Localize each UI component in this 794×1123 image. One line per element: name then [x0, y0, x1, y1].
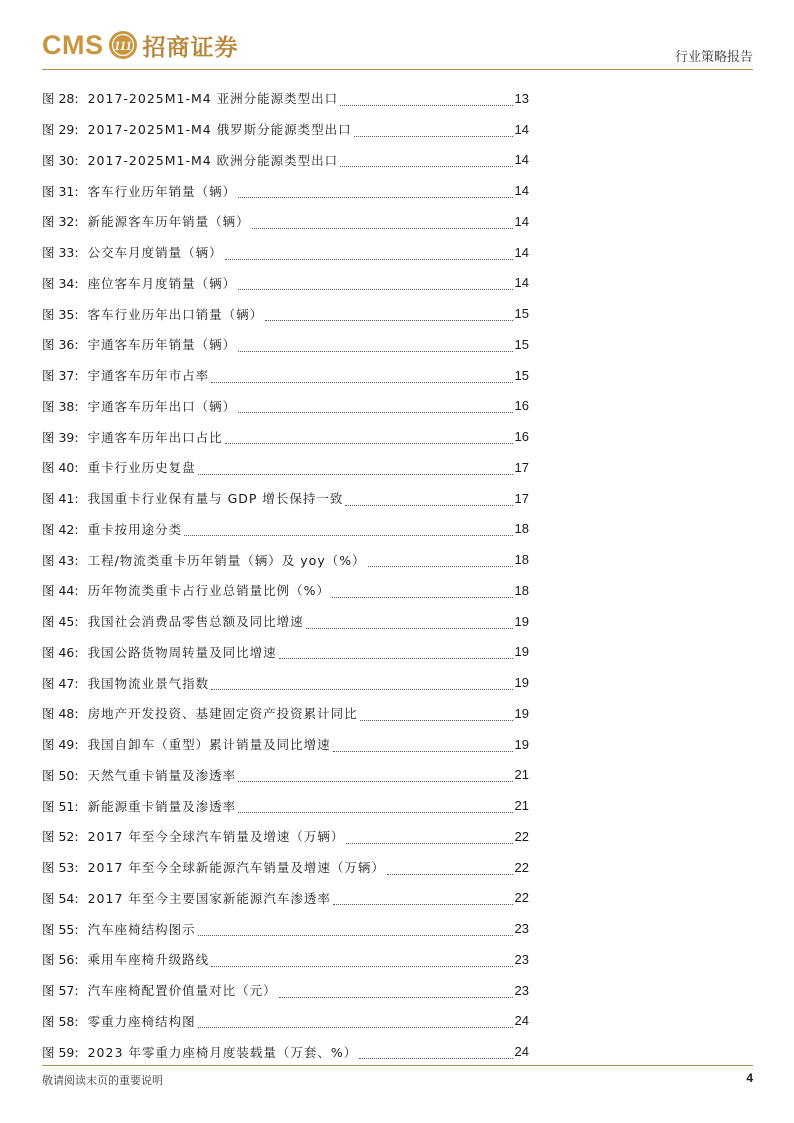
toc-entry-page: 13: [514, 90, 529, 106]
toc-entry-page: 15: [514, 306, 529, 322]
toc-entry-title: 汽车座椅结构图示: [87, 921, 196, 937]
toc-entry-page: 23: [514, 921, 529, 937]
toc-entry[interactable]: [42, 821, 529, 852]
toc-entry-title: 我国物流业景气指数: [87, 675, 210, 691]
toc-leader-dots: [354, 126, 513, 137]
toc-entry-page: 14: [514, 121, 529, 137]
toc-entry-number: 图 35:: [42, 306, 79, 322]
toc-leader-dots: [198, 464, 513, 475]
toc-entry-number: 图 42:: [42, 521, 79, 537]
toc-entry[interactable]: [42, 575, 529, 606]
toc-entry[interactable]: [42, 544, 529, 575]
toc-entry-title: 宇通客车历年销量（辆）: [87, 337, 237, 353]
toc-entry-number: 图 51:: [42, 798, 79, 814]
toc-entry[interactable]: [42, 268, 529, 299]
toc-entry-title: 公交车月度销量（辆）: [87, 245, 223, 261]
toc-entry-page: 22: [514, 828, 529, 844]
toc-entry-title: 2017 年至今全球汽车销量及增速（万辆）: [87, 829, 345, 845]
toc-entry-page: 21: [514, 767, 529, 783]
toc-entry-title: 2017 年至今主要国家新能源汽车渗透率: [87, 890, 331, 906]
toc-entry-title: 零重力座椅结构图: [87, 1013, 196, 1029]
toc-entry-page: 19: [514, 613, 529, 629]
toc-entry-title: 2017-2025M1-M4 亚洲分能源类型出口: [87, 91, 339, 107]
toc-entry-number: 图 58:: [42, 1013, 79, 1029]
toc-leader-dots: [340, 95, 512, 106]
toc-entry[interactable]: [42, 83, 529, 114]
toc-entry-title: 历年物流类重卡占行业总销量比例（%）: [87, 583, 330, 599]
toc-entry-page: 24: [514, 1044, 529, 1060]
page-footer: [42, 1065, 753, 1087]
toc-entry[interactable]: [42, 606, 529, 637]
toc-entry-title: 宇通客车历年出口占比: [87, 429, 223, 445]
toc-entry-title: 天然气重卡销量及渗透率: [87, 767, 237, 783]
logo-chinese-text: 招商证券: [142, 33, 239, 61]
toc-entry[interactable]: [42, 975, 529, 1006]
toc-entry[interactable]: [42, 698, 529, 729]
toc-entry-page: 19: [514, 675, 529, 691]
toc-leader-dots: [238, 402, 512, 413]
toc-entry-title: 座位客车月度销量（辆）: [87, 275, 237, 291]
toc-leader-dots: [225, 433, 513, 444]
toc-entry-number: 图 44:: [42, 583, 79, 599]
toc-entry-page: 24: [514, 1013, 529, 1029]
toc-entry-title: 我国自卸车（重型）累计销量及同比增速: [87, 737, 331, 753]
toc-entry-number: 图 43:: [42, 552, 79, 568]
toc-entry-page: 17: [514, 490, 529, 506]
toc-leader-dots: [211, 679, 512, 690]
toc-entry-number: 图 45:: [42, 614, 79, 630]
toc-leader-dots: [211, 372, 512, 383]
toc-entry-page: 15: [514, 367, 529, 383]
toc-leader-dots: [198, 1017, 513, 1028]
toc-entry-page: 14: [514, 275, 529, 291]
toc-entry[interactable]: [42, 483, 529, 514]
toc-entry-page: 22: [514, 890, 529, 906]
toc-entry-title: 新能源客车历年销量（辆）: [87, 214, 250, 230]
toc-entry-number: 图 52:: [42, 829, 79, 845]
toc-entry[interactable]: [42, 760, 529, 791]
toc-entry-number: 图 40:: [42, 460, 79, 476]
toc-leader-dots: [252, 218, 513, 229]
toc-entry-page: 17: [514, 459, 529, 475]
toc-entry-page: 16: [514, 429, 529, 445]
toc-leader-dots: [306, 618, 513, 629]
report-type-label: 行业策略报告: [674, 50, 753, 65]
toc-entry-number: 图 41:: [42, 491, 79, 507]
toc-entry-title: 客车行业历年出口销量（辆）: [87, 306, 264, 322]
toc-leader-dots: [238, 279, 512, 290]
toc-entry-number: 图 32:: [42, 214, 79, 230]
page-number: 4: [746, 1071, 753, 1085]
toc-entry-title: 宇通客车历年出口（辆）: [87, 398, 237, 414]
toc-entry-title: 2023 年零重力座椅月度装载量（万套、%）: [87, 1044, 358, 1060]
toc-entry-title: 2017-2025M1-M4 俄罗斯分能源类型出口: [87, 122, 352, 138]
toc-entry-title: 汽车座椅配置价值量对比（元）: [87, 983, 277, 999]
toc-entry-page: 14: [514, 244, 529, 260]
toc-entry-page: 19: [514, 736, 529, 752]
toc-entry-number: 图 38:: [42, 398, 79, 414]
toc-entry-number: 图 34:: [42, 275, 79, 291]
toc-entry-page: 18: [514, 521, 529, 537]
logo-emblem-icon: [108, 30, 138, 60]
toc-entry[interactable]: [42, 944, 529, 975]
toc-entry[interactable]: [42, 452, 529, 483]
toc-entry-page: 23: [514, 951, 529, 967]
logo-latin-text: CMS: [42, 29, 104, 60]
toc-leader-dots: [279, 987, 513, 998]
toc-leader-dots: [238, 187, 512, 198]
toc-entry-number: 图 31:: [42, 183, 79, 199]
toc-leader-dots: [368, 556, 513, 567]
toc-entry-page: 15: [514, 336, 529, 352]
toc-leader-dots: [387, 864, 513, 875]
toc-entry[interactable]: [42, 883, 529, 914]
toc-entry-number: 图 37:: [42, 368, 79, 384]
toc-entry-number: 图 47:: [42, 675, 79, 691]
toc-entry-title: 我国公路货物周转量及同比增速: [87, 644, 277, 660]
toc-entry[interactable]: [42, 852, 529, 883]
toc-entry-title: 我国重卡行业保有量与 GDP 增长保持一致: [87, 491, 344, 507]
toc-entry-title: 宇通客车历年市占率: [87, 368, 210, 384]
toc-leader-dots: [279, 648, 513, 659]
toc-entry-number: 图 54:: [42, 890, 79, 906]
toc-entry-number: 图 50:: [42, 767, 79, 783]
toc-entry-page: 19: [514, 644, 529, 660]
toc-entry-page: 18: [514, 582, 529, 598]
toc-leader-dots: [238, 802, 512, 813]
toc-entry-number: 图 56:: [42, 952, 79, 968]
toc-entry[interactable]: [42, 360, 529, 391]
toc-entry-page: 14: [514, 213, 529, 229]
toc-leader-dots: [238, 341, 512, 352]
toc-entry[interactable]: [42, 729, 529, 760]
toc-entry-number: 图 29:: [42, 122, 79, 138]
toc-entry-number: 图 59:: [42, 1044, 79, 1060]
toc-entry-number: 图 49:: [42, 737, 79, 753]
toc-entry-page: 14: [514, 183, 529, 199]
toc-leader-dots: [265, 310, 512, 321]
toc-entry[interactable]: [42, 206, 529, 237]
toc-entry-number: 图 48:: [42, 706, 79, 722]
toc-entry-number: 图 36:: [42, 337, 79, 353]
toc-leader-dots: [346, 833, 512, 844]
toc-entry-title: 房地产开发投资、基建固定资产投资累计同比: [87, 706, 358, 722]
toc-entry[interactable]: [42, 298, 529, 329]
company-logo: [42, 28, 239, 62]
toc-entry[interactable]: [42, 114, 529, 145]
toc-entry[interactable]: [42, 329, 529, 360]
toc-leader-dots: [225, 249, 513, 260]
svg-text:111: 111: [113, 38, 132, 53]
toc-entry-page: 18: [514, 552, 529, 568]
toc-entry-page: 21: [514, 798, 529, 814]
toc-entry-title: 重卡行业历史复盘: [87, 460, 196, 476]
toc-leader-dots: [340, 156, 512, 167]
toc-entry-page: 23: [514, 982, 529, 998]
toc-entry-page: 19: [514, 705, 529, 721]
toc-entry-title: 2017 年至今全球新能源汽车销量及增速（万辆）: [87, 860, 385, 876]
toc-leader-dots: [184, 525, 512, 536]
toc-entry-title: 重卡按用途分类: [87, 521, 183, 537]
toc-entry[interactable]: [42, 514, 529, 545]
toc-entry[interactable]: [42, 637, 529, 668]
toc-entry-number: 图 55:: [42, 921, 79, 937]
toc-entry-title: 我国社会消费品零售总额及同比增速: [87, 614, 304, 630]
toc-leader-dots: [360, 710, 513, 721]
toc-entry[interactable]: [42, 145, 529, 176]
page-header: [42, 26, 753, 71]
toc-entry[interactable]: [42, 421, 529, 452]
toc-entry-number: 图 33:: [42, 245, 79, 261]
toc-entry[interactable]: [42, 790, 529, 821]
header-divider: [42, 69, 753, 70]
toc-entry-number: 图 53:: [42, 860, 79, 876]
toc-entry-number: 图 39:: [42, 429, 79, 445]
toc-entry[interactable]: [42, 391, 529, 422]
toc-leader-dots: [333, 741, 513, 752]
toc-entry-number: 图 57:: [42, 983, 79, 999]
toc-leader-dots: [359, 1048, 512, 1059]
figure-list: [42, 83, 529, 1067]
toc-entry-number: 图 30:: [42, 152, 79, 168]
toc-entry-title: 工程/物流类重卡历年销量（辆）及 yoy（%）: [87, 552, 366, 568]
toc-entry-page: 22: [514, 859, 529, 875]
disclaimer-note: 敬请阅读末页的重要说明: [42, 1074, 163, 1087]
toc-entry-number: 图 46:: [42, 644, 79, 660]
toc-entry-title: 乘用车座椅升级路线: [87, 952, 210, 968]
toc-leader-dots: [345, 495, 512, 506]
toc-entry-page: 14: [514, 152, 529, 168]
toc-entry[interactable]: [42, 1036, 529, 1067]
toc-entry[interactable]: [42, 667, 529, 698]
toc-entry[interactable]: [42, 175, 529, 206]
toc-entry-number: 图 28:: [42, 91, 79, 107]
toc-leader-dots: [198, 925, 513, 936]
toc-leader-dots: [333, 894, 513, 905]
toc-leader-dots: [211, 956, 512, 967]
toc-entry-page: 16: [514, 398, 529, 414]
toc-entry[interactable]: [42, 1006, 529, 1037]
toc-entry-title: 客车行业历年销量（辆）: [87, 183, 237, 199]
toc-entry[interactable]: [42, 913, 529, 944]
toc-leader-dots: [238, 771, 512, 782]
toc-entry[interactable]: [42, 237, 529, 268]
toc-entry-title: 2017-2025M1-M4 欧洲分能源类型出口: [87, 152, 339, 168]
toc-entry-title: 新能源重卡销量及渗透率: [87, 798, 237, 814]
toc-leader-dots: [332, 587, 513, 598]
footer-divider: [42, 1065, 753, 1066]
